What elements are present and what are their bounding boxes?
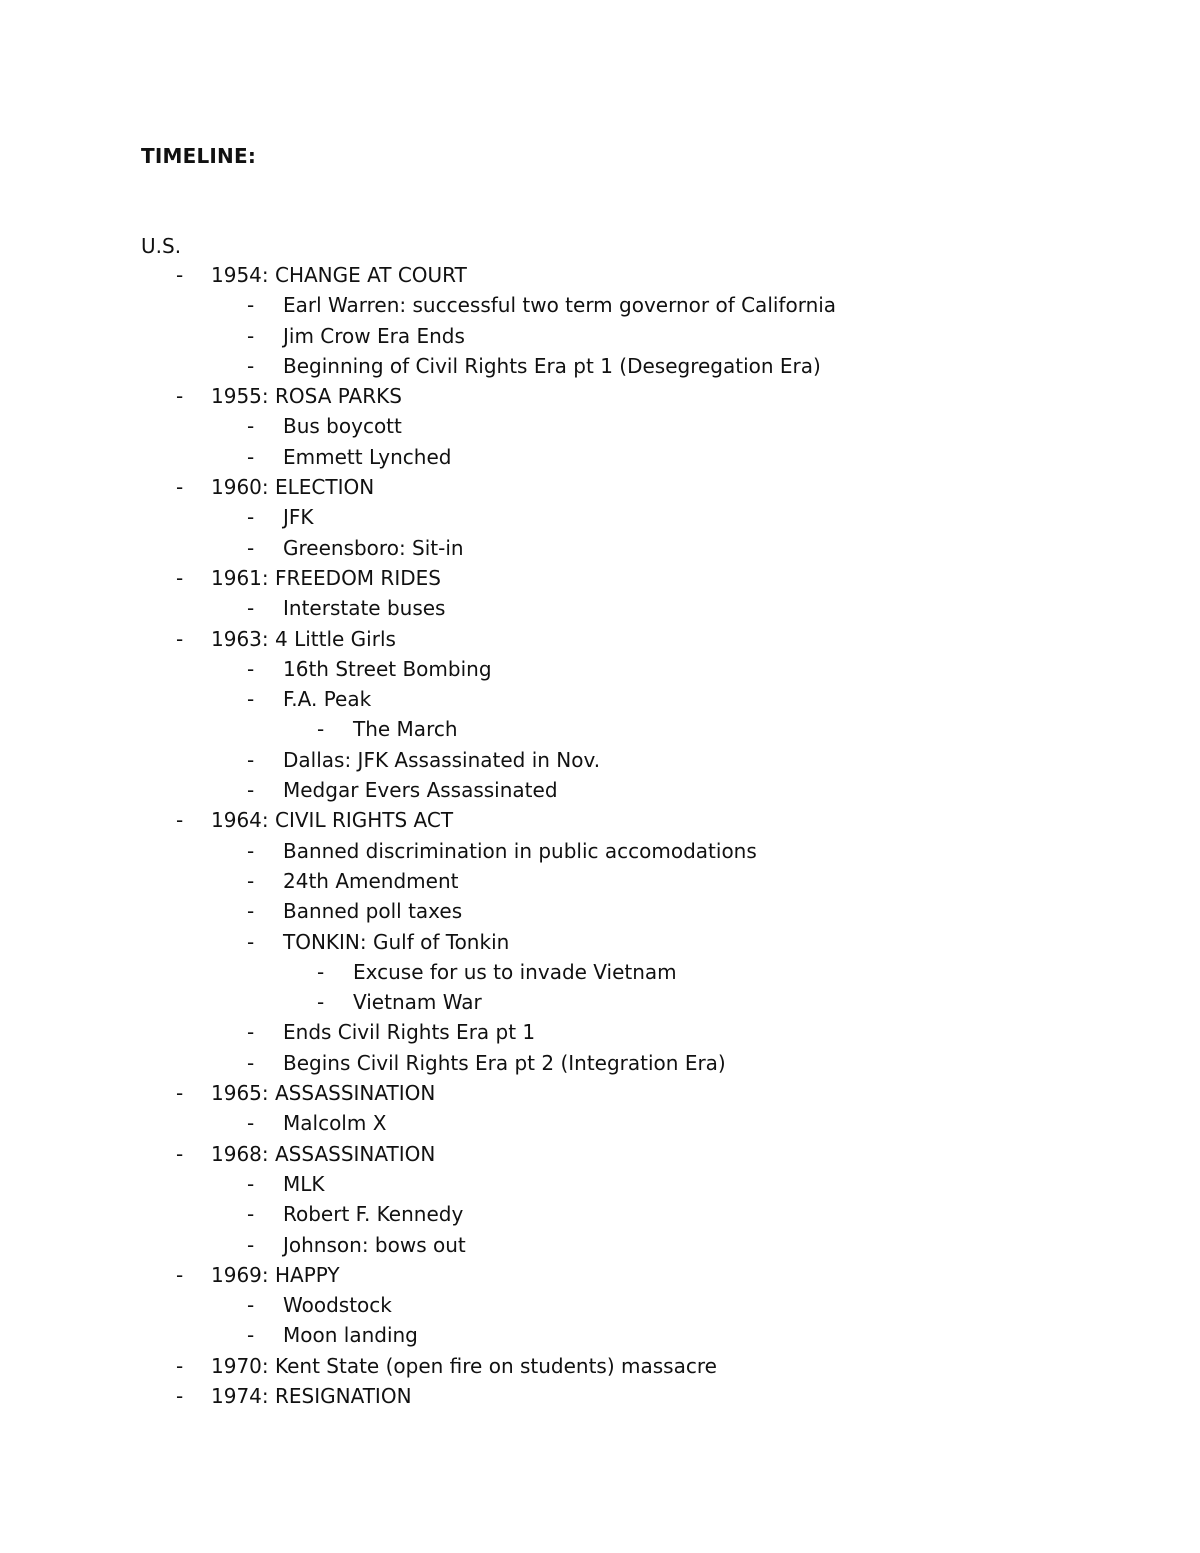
list-item	[0, 959, 1200, 989]
list-item	[0, 1201, 1200, 1231]
list-item	[0, 535, 1200, 565]
list-item-text: Earl Warren: successful two term governor of California	[283, 293, 837, 318]
list-item	[0, 929, 1200, 959]
list-item-text: Greensboro: Sit-in	[283, 535, 464, 560]
list-item	[0, 1080, 1200, 1110]
bullet-dash: -	[176, 808, 184, 833]
bullet-dash: -	[176, 384, 184, 409]
list-item-text: JFK	[283, 505, 314, 530]
bullet-dash: -	[247, 505, 255, 530]
bullet-dash: -	[247, 414, 255, 439]
bullet-dash: -	[247, 1323, 255, 1348]
list-item	[0, 444, 1200, 474]
list-item-text: 1965: ASSASSINATION	[211, 1081, 436, 1106]
list-item-text: Vietnam War	[353, 990, 482, 1015]
list-item-text: 1960: ELECTION	[211, 475, 375, 500]
list-item	[0, 1110, 1200, 1140]
list-item	[0, 292, 1200, 322]
list-item-text: Emmett Lynched	[283, 444, 452, 469]
list-item-text: Moon landing	[283, 1323, 418, 1348]
list-item-text: Medgar Evers Assassinated	[283, 778, 558, 803]
bullet-dash: -	[176, 626, 184, 651]
bullet-dash: -	[247, 1171, 255, 1196]
list-item	[0, 1262, 1200, 1292]
list-item-text: Banned discrimination in public accomodations	[283, 838, 757, 863]
list-item-text: Dallas: JFK Assassinated in Nov.	[283, 747, 601, 772]
timeline-list	[0, 262, 1200, 1413]
section-label: U.S.	[141, 234, 182, 258]
document-title: TIMELINE:	[141, 144, 257, 168]
list-item	[0, 807, 1200, 837]
list-item	[0, 1322, 1200, 1352]
list-item-text: Banned poll taxes	[283, 899, 463, 924]
list-item	[0, 898, 1200, 928]
list-item-text: Robert F. Kennedy	[283, 1202, 464, 1227]
bullet-dash: -	[247, 656, 255, 681]
bullet-dash: -	[176, 1141, 184, 1166]
list-item	[0, 1292, 1200, 1322]
bullet-dash: -	[247, 838, 255, 863]
bullet-dash: -	[176, 1081, 184, 1106]
bullet-dash: -	[176, 1383, 184, 1408]
list-item-text: 1963: 4 Little Girls	[211, 626, 396, 651]
bullet-dash: -	[317, 717, 325, 742]
list-item	[0, 565, 1200, 595]
list-item	[0, 868, 1200, 898]
list-item-text: TONKIN: Gulf of Tonkin	[283, 929, 510, 954]
list-item	[0, 413, 1200, 443]
list-item-text: 1954: CHANGE AT COURT	[211, 263, 467, 287]
list-item-text: Beginning of Civil Rights Era pt 1 (Desegregation Era)	[283, 353, 821, 378]
list-item	[0, 1019, 1200, 1049]
list-item	[0, 262, 1200, 292]
bullet-dash: -	[247, 899, 255, 924]
list-item-text: Interstate buses	[283, 596, 446, 621]
list-item-text: 1961: FREEDOM RIDES	[211, 565, 441, 590]
list-item	[0, 595, 1200, 625]
list-item	[0, 1171, 1200, 1201]
bullet-dash: -	[247, 1202, 255, 1227]
list-item-text: The March	[353, 717, 458, 742]
list-item-text: 1964: CIVIL RIGHTS ACT	[211, 808, 454, 833]
bullet-dash: -	[247, 353, 255, 378]
list-item	[0, 656, 1200, 686]
bullet-dash: -	[176, 1353, 184, 1378]
list-item-text: 16th Street Bombing	[283, 656, 492, 681]
bullet-dash: -	[247, 444, 255, 469]
bullet-dash: -	[176, 475, 184, 500]
list-item	[0, 686, 1200, 716]
list-item	[0, 383, 1200, 413]
list-item-text: 1970: Kent State (open fire on students) massacre	[211, 1353, 717, 1378]
bullet-dash: -	[247, 535, 255, 560]
bullet-dash: -	[247, 1232, 255, 1257]
bullet-dash: -	[247, 1293, 255, 1318]
list-item	[0, 1353, 1200, 1383]
list-item-text: 1955: ROSA PARKS	[211, 384, 402, 409]
list-item	[0, 1383, 1200, 1413]
list-item	[0, 474, 1200, 504]
bullet-dash: -	[247, 293, 255, 318]
list-item	[0, 716, 1200, 746]
bullet-dash: -	[317, 990, 325, 1015]
bullet-dash: -	[247, 929, 255, 954]
list-item-text: 1974: RESIGNATION	[211, 1383, 412, 1408]
bullet-dash: -	[247, 747, 255, 772]
bullet-dash: -	[176, 1262, 184, 1287]
list-item	[0, 353, 1200, 383]
bullet-dash: -	[247, 1050, 255, 1075]
list-item-text: 24th Amendment	[283, 868, 459, 893]
list-item-text: Malcolm X	[283, 1111, 387, 1136]
list-item-text: Excuse for us to invade Vietnam	[353, 959, 677, 984]
list-item-text: Johnson: bows out	[283, 1232, 466, 1257]
list-item-text: F.A. Peak	[283, 687, 372, 712]
list-item-text: Jim Crow Era Ends	[283, 323, 465, 348]
bullet-dash: -	[247, 596, 255, 621]
list-item	[0, 1232, 1200, 1262]
bullet-dash: -	[247, 1020, 255, 1045]
list-item-text: 1969: HAPPY	[211, 1262, 340, 1287]
list-item-text: 1968: ASSASSINATION	[211, 1141, 436, 1166]
list-item	[0, 1141, 1200, 1171]
list-item	[0, 626, 1200, 656]
list-item-text: Bus boycott	[283, 414, 402, 439]
list-item	[0, 323, 1200, 353]
bullet-dash: -	[247, 323, 255, 348]
list-item	[0, 989, 1200, 1019]
list-item-text: Begins Civil Rights Era pt 2 (Integration Era)	[283, 1050, 726, 1075]
list-item	[0, 1050, 1200, 1080]
list-item	[0, 777, 1200, 807]
list-item-text: Woodstock	[283, 1293, 392, 1318]
bullet-dash: -	[176, 565, 184, 590]
list-item-text: MLK	[283, 1171, 325, 1196]
bullet-dash: -	[317, 959, 325, 984]
bullet-dash: -	[247, 687, 255, 712]
bullet-dash: -	[247, 778, 255, 803]
list-item	[0, 747, 1200, 777]
list-item-text: Ends Civil Rights Era pt 1	[283, 1020, 536, 1045]
bullet-dash: -	[176, 263, 184, 287]
bullet-dash: -	[247, 1111, 255, 1136]
bullet-dash: -	[247, 868, 255, 893]
list-item	[0, 504, 1200, 534]
list-item	[0, 838, 1200, 868]
